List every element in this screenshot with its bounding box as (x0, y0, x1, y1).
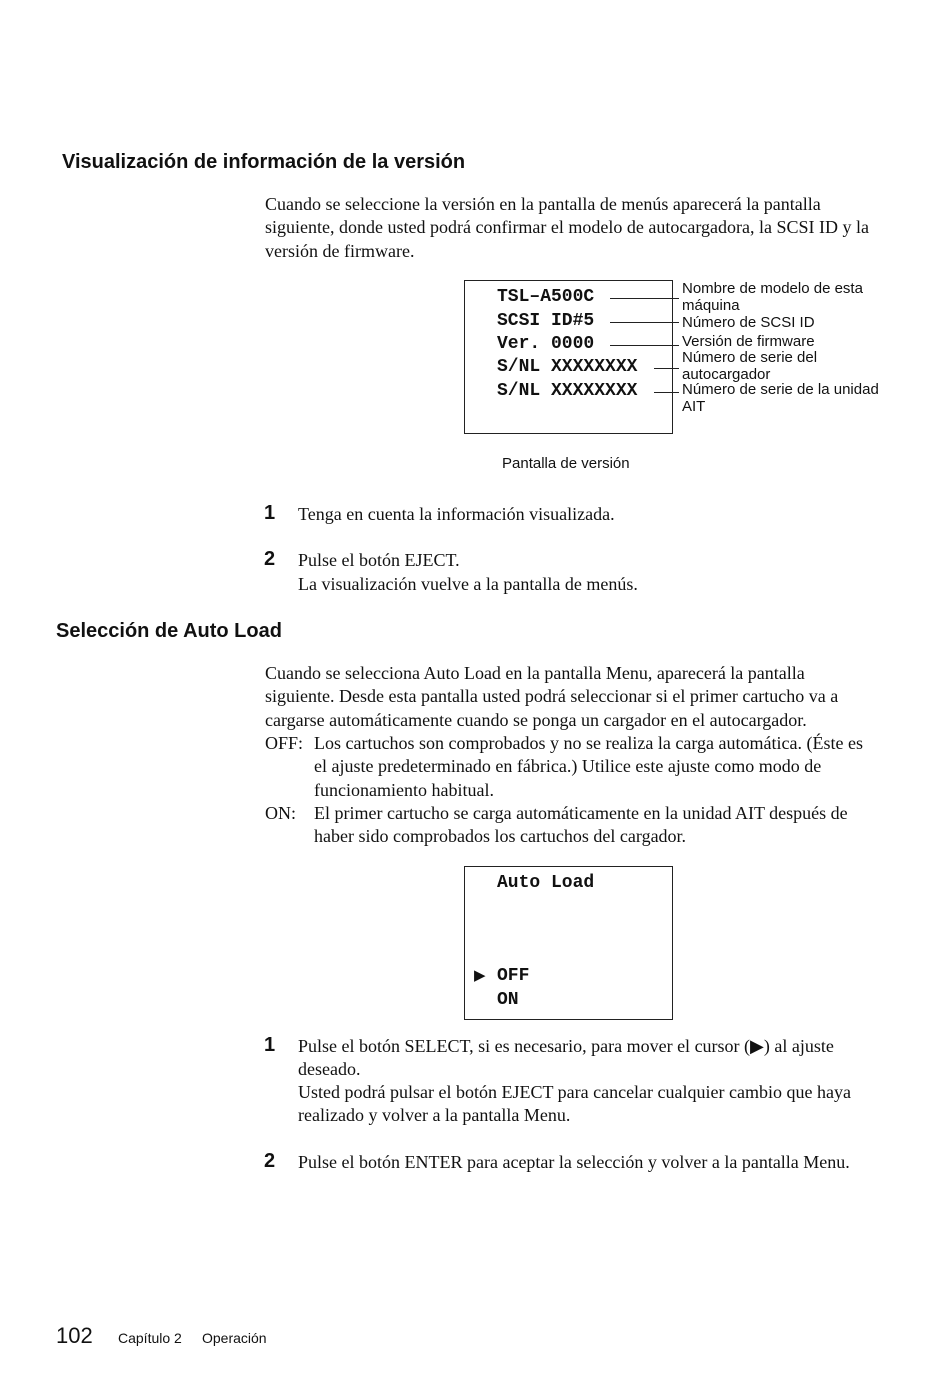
autoload-option-on: ON (497, 990, 519, 1010)
callout-leader-model (610, 298, 679, 299)
version-intro-paragraph: Cuando se seleccione la versión en la pantalla de menús aparecerá la pantalla siguiente, donde usted podrá confirmar el modelo de autocargadora, la SCSI ID y la versión de firmware. (265, 194, 869, 261)
section-title-autoload: Selección de Auto Load (56, 620, 282, 642)
option-off-description: Los cartuchos son comprobados y no se realiza la carga automática. (Éste es el ajuste predeterminado en fábrica.) Utilice este ajuste como modo de funcionamiento habitual. (314, 733, 863, 800)
step-number: 2 (264, 548, 276, 570)
autoload-option-off: OFF (497, 966, 530, 986)
option-on-description: El primer cartucho se carga automáticamente en la unidad AIT después de haber sido comprobados los cartuchos del cargador. (314, 803, 848, 847)
display-firmware-version: Ver. 0000 (497, 334, 595, 354)
callout-autoloader-serial: Número de serie del autocargador (682, 349, 818, 383)
autoload-display-title: Auto Load (497, 873, 595, 893)
step-number: 1 (264, 1034, 276, 1056)
footer-chapter-title: Operación (202, 1330, 267, 1346)
version-display-caption: Pantalla de versión (502, 455, 630, 472)
option-off-label: OFF: (265, 733, 304, 753)
callout-leader-scsi (610, 322, 679, 323)
callout-scsi-id: Número de SCSI ID (682, 314, 815, 331)
step-number: 1 (264, 502, 276, 524)
step-subtext: Usted podrá pulsar el botón EJECT para cancelar cualquier cambio que haya realizado y volver a la pantalla Menu. (298, 1082, 851, 1126)
step-number: 2 (264, 1150, 276, 1172)
callout-ait-serial: Número de serie de la unidad AIT (682, 381, 879, 415)
option-on-label: ON: (265, 803, 296, 823)
step-text: Pulse el botón ENTER para aceptar la selección y volver a la pantalla Menu. (298, 1152, 850, 1172)
callout-firmware: Versión de firmware (682, 333, 815, 350)
step-text: Pulse el botón EJECT. (298, 550, 460, 570)
callout-leader-ait-serial (654, 392, 679, 393)
step-subtext: La visualización vuelve a la pantalla de menús. (298, 574, 638, 594)
display-ait-serial: S/NL XXXXXXXX (497, 381, 638, 401)
section-title-version: Visualización de información de la versión (62, 151, 466, 173)
display-model-name: TSL–A500C (497, 287, 595, 307)
footer-chapter: Capítulo 2 (118, 1330, 182, 1346)
callout-model-name: Nombre de modelo de esta máquina (682, 280, 863, 314)
cursor-arrow-icon: ▶ (474, 966, 486, 984)
callout-leader-autoloader-serial (654, 368, 679, 369)
autoload-intro-paragraph: Cuando se selecciona Auto Load en la pantalla Menu, aparecerá la pantalla siguiente. Desde esta pantalla usted podrá seleccionar si el primer cartucho va a cargarse automáticamente cuando se ponga un cargador en el autocargador. (265, 663, 839, 730)
step-text: Pulse el botón SELECT, si es necesario, para mover el cursor (▶) al ajuste deseado. (298, 1036, 834, 1080)
step-text: Tenga en cuenta la información visualizada. (298, 504, 615, 524)
callout-leader-firmware (610, 345, 679, 346)
display-scsi-id: SCSI ID#5 (497, 311, 595, 331)
display-autoloader-serial: S/NL XXXXXXXX (497, 357, 638, 377)
page-number: 102 (56, 1323, 93, 1348)
